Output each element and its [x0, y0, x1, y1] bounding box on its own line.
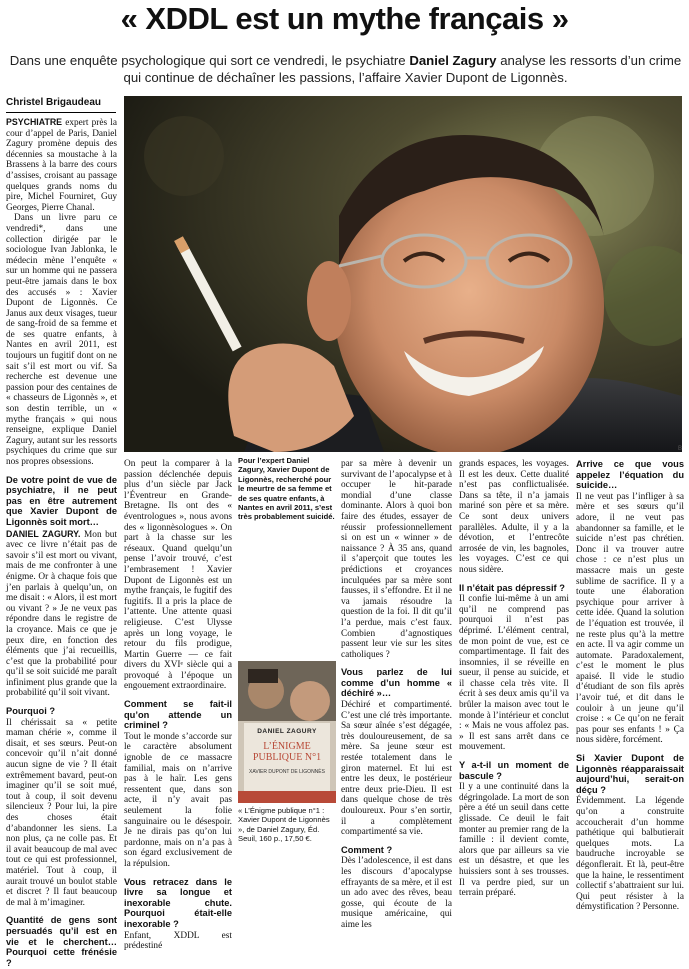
author-byline: Christel Brigaudeau [6, 97, 102, 108]
paragraph: Il chérissait sa « petite maman chérie », comme il disait, et ses sœurs. Peut-on concevoir qu’il n’ait donné aucun signe de vie ? Il était extrêmement bavard, peut-on imaginer qu’il se soit mué, tout à coup, il soit devenu silencieux ? Pour lui, la pire des choses était d’abandonner les siens. La non plus, ça ne colle pas. Et il avait beaucoup de mal avec tout ce qui est professionnel, matériel. Tout à coup, il aurait trouvé un boulot stable et discret ? Il faut beaucoup de mal à m’imaginer. [6, 717, 117, 908]
answer-kicker: DANIEL ZAGURY. [6, 528, 81, 539]
book-author: DANIEL ZAGURY [257, 728, 317, 735]
paragraph-text: expert près la cour d’appel de Paris, Daniel Zagury promène depuis des décennies sa moustache à la Brassens à la barre des cours d’assises, croisant au passage quelques grands noms du pire, Michel Fourniret, Guy Georges, Pierre Chanal. [6, 118, 117, 213]
column-1 [6, 117, 117, 969]
paragraph: Il confie lui-même à un ami qu’il ne comprend pas pourquoi il n’est pas déprimé. L’élément central, de mon point de vue, est ce compartimentage. Il fait des insomnies, il se réveille en sueur, il pense au suicide, et il chasse cela très vite. Il écrit à ses deux amis qu’il va brûler la maison avec tout le monde à l’intérieur et conclut : « Mais ne vous affolez pas. » Il est sans arrêt dans ce mouvement. [459, 594, 569, 753]
question: Vous retracez dans le livre sa longue et inexorable chute. Pourquoi était-elle inexorable ? [124, 876, 232, 929]
byline-rule [6, 112, 116, 113]
paragraph: Tout le monde s’accorde sur le caractère absolument ignoble de ce massacre familial, mais on n’arrive pas à le haïr. Les gens ressentent que, dans son acte, il n’y avait pas seulement la folie sanguinaire ou le désespoir. Je ne dirais pas qu’on lui pardonne, mais on n’a pas à son égard exclusivement de la répulsion. [124, 731, 232, 869]
standfirst-after: analyse les ressorts d’un crime qui continue de déchaîner les passions, l’affaire Xavier Dupont de Ligonnès. [123, 53, 682, 85]
book-title: L’ÉNIGME PUBLIQUE N°1 [252, 741, 322, 763]
paragraph-text: Mon but avec ce livre n’était pas de savoir s’il est mort ou vivant, mais de me confronter à une énigme. Or à chaque fois que j’en parlais à quelqu’un, on me disait : « Alors, il est mort ou vivant ? » Je ne veux pas répondre dans le registre de la croyance. Mais ce que je peux dire, en fonction des éléments que j’ai recueillis, c’est que la probabilité pour qu’il se soit suicidé me paraît infiniment plus grande que la probabilité qu’il soit vivant. [6, 529, 117, 699]
paragraph: Il y a une continuité dans la dégringolade. La mort de son père a été un seuil dans cette glissade. Ce deuil le fait monter au premier rang de la famille : il devient comte, alors que par ailleurs sa vie est un désastre, et que les huissiers sont à ses trousses. Il va perdre pied, sur un terrain préparé. [459, 782, 569, 899]
main-photo [124, 96, 682, 452]
column-2 [124, 459, 232, 952]
portrait-image [124, 96, 682, 452]
paragraph: par sa mère à devenir un survivant de l’apocalypse et à occuper le hit-parade mondial d’une classe dominante. Alors à quoi bon faire des études, essayer de réussir professionnellement si on est un « winner » de naissance ? À 35 ans, quand il s’aperçoit que toutes les prédictions et croyances inculquées par sa mère sont fausses, il s’effondre. Et il ne va jamais résoudre la question de la foi. Il dit qu’il l’a perdue, mais c’est faux. Combien d’agnostiques passent leur vie sur les sites catholiques ? [341, 459, 452, 660]
question: Quantité de gens sont persuadés qu’il est en vie et le cherchent… Pourquoi cette frénésie ? [6, 915, 117, 968]
headline: « XDDL est un mythe français » [120, 1, 569, 36]
paragraph: Évidemment. La légende qu’on a construite accoucherait d’un homme pathétique qui balbutierait quelques mots. La baudruche incroyable se dégonflerait. Et là, peut-être que la haine, le ressentiment collectif s’abattraient sur lui. Qui peut résister à la démystification ? Personne. [576, 796, 684, 913]
photo-credit: B [678, 446, 683, 452]
paragraph: Dans un livre paru ce vendredi*, dans une collection dirigée par le sociologue Ivan Jablonka, le médecin mène l’enquête « sur un homme qui ne passera peut-être jamais dans le box des accusés » : Xavier Dupont de Ligonnès. Ce Janus aux deux visages, tueur de sang-froid de sa femme et de ses quatre enfants, à Nantes en avril 2011, est toujours un fugitif dont on ne sait s’il est mort ou vif. Sa recherche est devenue une passion pour des centaines de « chasseurs de Ligonnès », et son destin terrible, un « mythe français » qui nous renseigne, explique Daniel Zagury, autant sur les ressorts psychiques du crime que sur nos propres obsessions. [6, 213, 117, 467]
question: Comment ? [341, 844, 393, 855]
question: Il n’était pas dépressif ? [459, 582, 565, 593]
paragraph [6, 117, 117, 213]
standfirst-before: Dans une enquête psychologique qui sort ce vendredi, le psychiatre [9, 53, 410, 68]
photo-caption: Pour l’expert Daniel Zagury, Xavier Dupont de Ligonnès, recherché pour le meurtre de sa femme et de ses quatre enfants, à Nantes en avril 2011, s’est très probablement suicidé. [238, 456, 335, 522]
column-3 [341, 459, 452, 931]
question: Arrive ce que vous appelez l’équation du suicide… [576, 459, 684, 491]
question: Y a-t-il un moment de bascule ? [459, 760, 569, 781]
book-caption: « L’Énigme publique n°1 : Xavier Dupont de Ligonnès », de Daniel Zagury, Éd. Seuil, 160 p., 17,50 €. [238, 806, 330, 844]
paragraph: On peut la comparer à la passion déclenchée depuis plus d’un siècle par Jack l’Éventreur en Grande-Bretagne. Ils ont des « éventrologues », nous avons des « ligonnèsologues ». On part à la chasse sur les réseaux. Quand quelqu’un pense l’avoir trouvé, c’est l’embrasement ! Xavier Dupont de Ligonnès est un mythe français, le fugitif des fugitifs. Il a pris la place de l’attente. Une attente quasi religieuse. C’est Ulysse après un long voyage, le retour du fils prodigue, Martin Guerre — ce fait divers du XVIᵉ siècle qui a provoqué à l’époque un engouement extraordinaire. [124, 459, 232, 692]
column-4 [459, 459, 569, 899]
paragraph [6, 529, 117, 700]
kicker: PSYCHIATRE [6, 117, 63, 127]
question: Pourquoi ? [6, 706, 56, 717]
question: Vous parlez de lui comme d’un homme « déchiré »… [341, 667, 452, 699]
column-5 [576, 459, 684, 913]
paragraph: Déchiré et compartimenté. C’est une clé très importante. Sa sœur aînée s’est dégagée, très douloureusement, de sa mère. Sa jeune sœur est restée totalement dans le giron maternel. Et lui est entre les deux, le postérieur entre deux prie-Dieu. Il est dans quelque chose de très douloureux. Pour s’en sortir, il a complètement compartimenté sa vie. [341, 700, 452, 838]
question: De votre point de vue de psychiatre, il ne peut pas en être autrement que Xavier Dupont de Ligonnès soit mort… [6, 474, 117, 527]
question: Comment se fait-il qu’on attende un criminel ? [124, 699, 232, 731]
paragraph: Dès l’adolescence, il est dans les discours d’apocalypse effrayants de sa mère, et il est un ado avec des rêves, beau gosse, qui écoute de la musique américaine, qui aime les [341, 856, 452, 930]
paragraph: grands espaces, les voyages. Il est les deux. Cette dualité n’est pas conflictualisée. Dans sa tête, il n’a jamais mariné son père et sa mère. Ce sont deux univers parallèles. Adulte, il y a la dévotion, et l’entrecôte arrosée de vin, les bagnoles, les voyages. C’est ce qui nous sidère. [459, 459, 569, 575]
paragraph: Enfant, XDDL est prédestiné [124, 930, 232, 952]
paragraph: Il ne veut pas l’infliger à sa mère et ses sœurs qu’il adore, il ne veut pas abandonner sa famille, et le suicide n’est pas chrétien. Donc il va trouver autre chose : ce n’est plus un massacre mais un geste sublime de sacrifice. Il y a toute une élaboration psychique pour arriver à cette idée. Quand la solution de l’équation est trouvée, il ne reste plus qu’à la mettre en acte. Il va agir comme un automate. Paradoxalement, c’est le moment le plus apaisé. Il vide le studio d’étudiant de son fils après l’avoir tué, et dit dans le couloir à un jeune qu’il croise : « Ce qu’on ne ferait pas pour ses enfants ! » Ça nous sidère, forcément. [576, 491, 684, 746]
standfirst [8, 52, 683, 86]
book-subtitle: XAVIER DUPONT DE LIGONNÈS [249, 769, 325, 775]
book-cover [238, 661, 336, 803]
standfirst-name: Daniel Zagury [409, 53, 497, 68]
question: Si Xavier Dupont de Ligonnès réapparaissait aujourd’hui, serait-on déçu ? [576, 753, 684, 795]
